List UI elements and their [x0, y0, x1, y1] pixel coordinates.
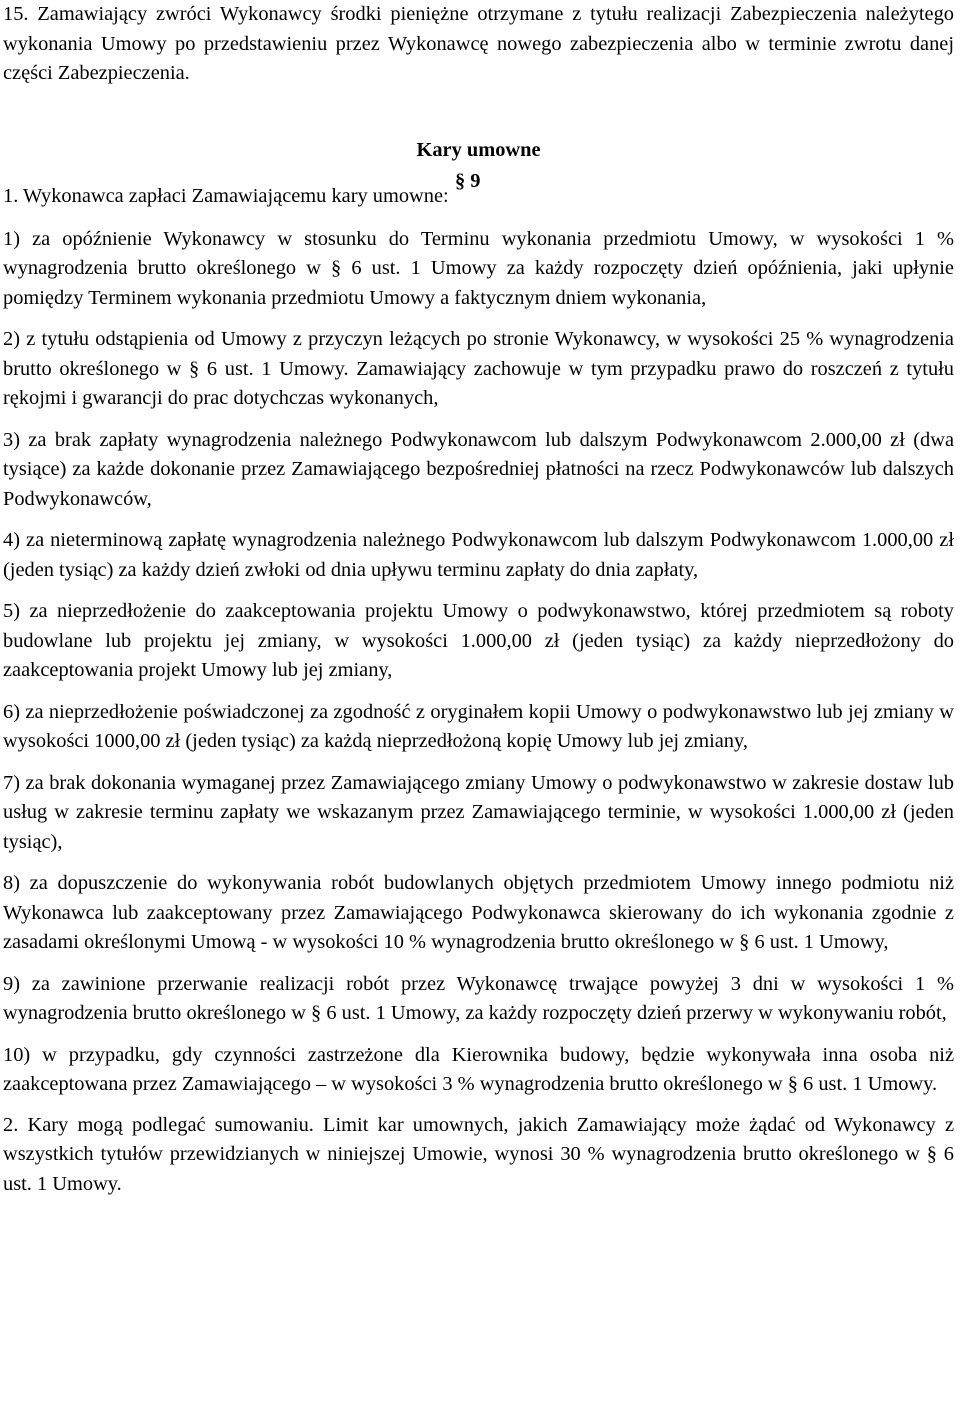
section-number: § 9 [455, 170, 481, 192]
list-item: 4) za nieterminową zapłatę wynagrodzenia należnego Podwykonawcom lub dalszym Podwykonawcom 1.000,00 zł (jeden tysiąc) za każdy dzień zwłoki od dnia upływu terminu zapłaty do dnia zapłaty, [3, 529, 954, 581]
list-item: 7) za brak dokonania wymaganej przez Zamawiającego zmiany Umowy o podwykonawstwo w zakresie dostaw lub usług w zakresie terminu zapłaty we wskazanym przez Zamawiającego terminie, w wysokości 1.000,00 zł (jeden tysiąc), [3, 771, 954, 853]
intro-paragraph: 15. Zamawiający zwróci Wykonawcy środki pieniężne otrzymane z tytułu realizacji Zabezpieczenia należytego wykonania Umowy po przedstawieniu przez Wykonawcę nowego zabezpieczenia albo w terminie zwrotu danej części Zabezpieczenia. [3, 3, 954, 84]
section-heading [3, 136, 954, 166]
list-item: 10) w przypadku, gdy czynności zastrzeżone dla Kierownika budowy, będzie wykonywała inna osoba niż zaakceptowana przez Zamawiającego – w wysokości 3 % wynagrodzenia brutto określonego w § 6 ust. 1 Umowy. [3, 1043, 954, 1095]
list-item: 5) za nieprzedłożenie do zaakceptowania projektu Umowy o podwykonawstwo, której przedmiotem są roboty budowlane lub projektu jej zmiany, w wysokości 1.000,00 zł (jeden tysiąc) za każdy nieprzedłożony do zaakceptowania projekt Umowy lub jej zmiany, [3, 600, 954, 681]
section-heading-text: Kary umowne [416, 138, 541, 161]
lead-paragraph: 1. Wykonawca zapłaci Zamawiającemu kary umowne: [3, 185, 449, 207]
list-item: 9) za zawinione przerwanie realizacji robót przez Wykonawcę trwające powyżej 3 dni w wysokości 1 % wynagrodzenia brutto określonego w § 6 ust. 1 Umowy, za każdy rozpoczęty dzień przerwy w wykonywaniu robót, [3, 972, 954, 1024]
list-item: 1) za opóźnienie Wykonawcy w stosunku do Terminu wykonania przedmiotu Umowy, w wysokości 1 % wynagrodzenia brutto określonego w § 6 ust. 1 Umowy za każdy rozpoczęty dzień opóźnienia, jaki upłynie pomiędzy Terminem wykonania przedmiotu Umowy a faktycznym dniem wykonania, [3, 227, 954, 309]
list-item: 6) za nieprzedłożenie poświadczonej za zgodność z oryginałem kopii Umowy o podwykonawstwo lub jej zmiany w wysokości 1000,00 zł (jeden tysiąc) za każdą nieprzedłożoną kopię Umowy lub jej zmiany, [3, 700, 954, 752]
list-item: 8) za dopuszczenie do wykonywania robót budowlanych objętych przedmiotem Umowy innego podmiotu niż Wykonawca lub zaakceptowany przez Zamawiającego Podwykonawca skierowany do ich wykonania zgodnie z zasadami określonymi Umową - w wysokości 10 % wynagrodzenia brutto określonego w § 6 ust. 1 Umowy, [3, 872, 954, 953]
closing-paragraph: 2. Kary mogą podlegać sumowaniu. Limit kar umownych, jakich Zamawiający może żądać od Wykonawcy z wszystkich tytułów przewidzianych w niniejszej Umowie, wynosi 30 % wynagrodzenia brutto określonego w § 6 ust. 1 Umowy. [3, 1113, 954, 1195]
list-item: 2) z tytułu odstąpienia od Umowy z przyczyn leżących po stronie Wykonawcy, w wysokości 25 % wynagrodzenia brutto określonego w § 6 ust. 1 Umowy. Zamawiający zachowuje w tym przypadku prawo do roszczeń z tytułu rękojmi i gwarancji do prac dotychczas wykonanych, [3, 328, 954, 409]
list-item: 3) za brak zapłaty wynagrodzenia należnego Podwykonawcom lub dalszym Podwykonawcom 2.000,00 zł (dwa tysiące) za każde dokonanie przez Zamawiającego bezpośredniej płatności na rzecz Podwykonawców lub dalszych Podwykonawców, [3, 428, 954, 510]
